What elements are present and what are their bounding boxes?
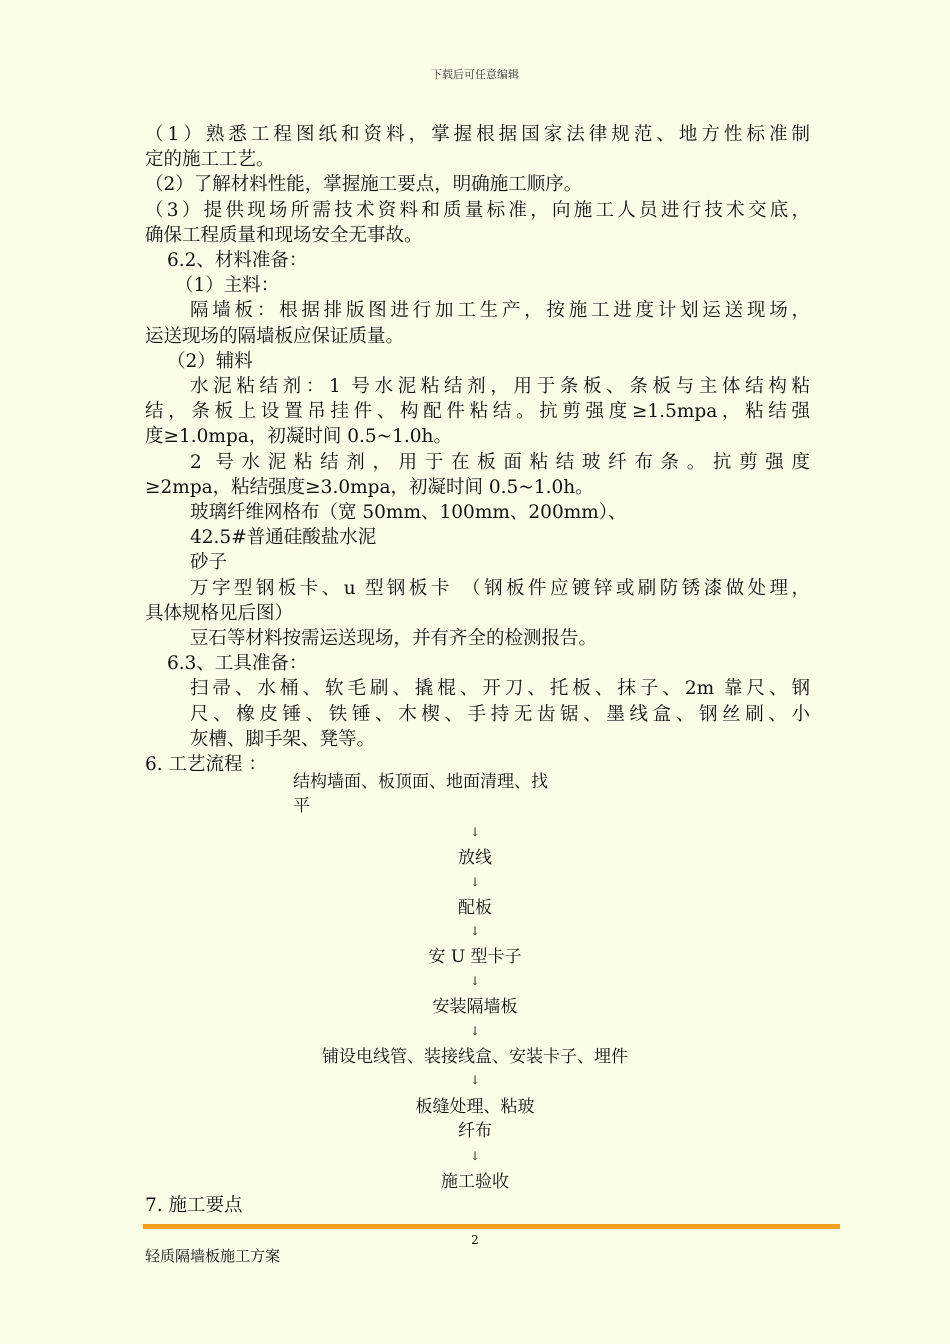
footer-rule — [143, 1224, 840, 1229]
subheading-aux-material: （2）辅料 — [167, 350, 253, 372]
flow-step-panel-match: 配板 — [458, 898, 492, 918]
paragraph-line: 隔墙板：根据排版图进行加工生产，按施工进度计划运送现场， — [190, 300, 810, 322]
paragraph-line: 灰槽、脚手架、凳等。 — [190, 728, 376, 750]
flow-arrow-down-icon: ↓ — [469, 825, 481, 839]
page-number: 2 — [471, 1233, 479, 1247]
paragraph-line: 42.5#普通硅酸盐水泥 — [190, 527, 377, 549]
flow-step-text: 纤布 — [458, 1121, 492, 1141]
paragraph-line: 确保工程质量和现场安全无事故。 — [145, 224, 423, 246]
paragraph-line: 水泥粘结剂：1 号水泥粘结剂，用于条板、条板与主体结构粘 — [190, 376, 810, 398]
flow-step-text: 结构墙面、板顶面、地面清理、找 — [293, 772, 548, 792]
paragraph-line: 结，条板上设置吊挂件、构配件粘结。抗剪强度≥1.5mpa，粘结强 — [145, 401, 810, 423]
section-heading-6-3: 6.3、工具准备： — [167, 653, 308, 675]
paragraph-line: 砂子 — [190, 552, 228, 574]
flow-step-acceptance: 施工验收 — [441, 1172, 509, 1192]
paragraph-line: 玻璃纤维网格布（宽 50mm、100mm、200mm）、 — [190, 502, 627, 524]
flow-step-conduit: 铺设电线管、装接线盒、安装卡子、埋件 — [322, 1047, 628, 1067]
paragraph-line: （3）提供现场所需技术资料和质量标准，向施工人员进行技术交底， — [145, 199, 810, 221]
subheading-main-material: （1）主料： — [175, 275, 280, 297]
section-heading-6-2: 6.2、材料准备： — [167, 250, 308, 272]
flow-arrow-down-icon: ↓ — [469, 1024, 481, 1038]
section-heading-6: 6. 工艺流程 ： — [145, 754, 267, 776]
paragraph-line: 运送现场的隔墙板应保证质量。 — [145, 325, 405, 347]
body-text — [145, 122, 810, 777]
paragraph-line: 2 号水泥粘结剂，用于在板面粘结玻纤布条。抗剪强度 — [190, 451, 810, 473]
paragraph-line: ≥2mpa，粘结强度≥3.0mpa，初凝时间 0.5~1.0h。 — [145, 476, 594, 498]
flow-arrow-down-icon: ↓ — [469, 924, 481, 938]
paragraph-line: 扫帚、水桶、软毛刷、撬棍、开刀、托板、抹子、2m 靠尺、钢 — [190, 678, 810, 700]
flow-step-text: 板缝处理、粘玻 — [415, 1097, 535, 1117]
section-heading-7: 7. 施工要点 — [145, 1195, 243, 1216]
flow-step-clean-level — [293, 770, 548, 818]
page-header: 下载后可任意编辑 — [431, 68, 519, 81]
footer-doc-title: 轻质隔墙板施工方案 — [145, 1247, 281, 1265]
paragraph-line: 定的施工工艺。 — [145, 149, 275, 171]
paragraph-line: 度≥1.0mpa，初凝时间 0.5~1.0h。 — [145, 426, 452, 448]
paragraph-line: 尺、橡皮锤、铁锤、木楔、手持无齿锯、墨线盒、钢丝刷、小 — [190, 703, 810, 725]
paragraph-line: （1）熟悉工程图纸和资料，掌握根据国家法律规范、地方性标准制 — [145, 124, 810, 145]
flow-step-u-clip: 安 U 型卡子 — [428, 947, 522, 967]
flow-step-install-panel: 安装隔墙板 — [432, 997, 518, 1017]
flow-arrow-down-icon: ↓ — [469, 974, 481, 988]
flow-arrow-down-icon: ↓ — [469, 875, 481, 889]
paragraph-line: 具体规格见后图） — [145, 602, 294, 624]
paragraph-line: 豆石等材料按需运送现场，并有齐全的检测报告。 — [190, 628, 598, 650]
flow-arrow-down-icon: ↓ — [469, 1149, 481, 1163]
flow-step-text: 平 — [293, 796, 310, 816]
paragraph-line: （2）了解材料性能，掌握施工要点，明确施工顺序。 — [145, 174, 583, 196]
flow-arrow-down-icon: ↓ — [469, 1073, 481, 1087]
flow-step-layout: 放线 — [458, 848, 492, 868]
flow-step-seam-treatment — [145, 1095, 805, 1143]
paragraph-line: 万字型钢板卡、u 型钢板卡 （钢板件应镀锌或刷防锈漆做处理， — [190, 577, 810, 599]
